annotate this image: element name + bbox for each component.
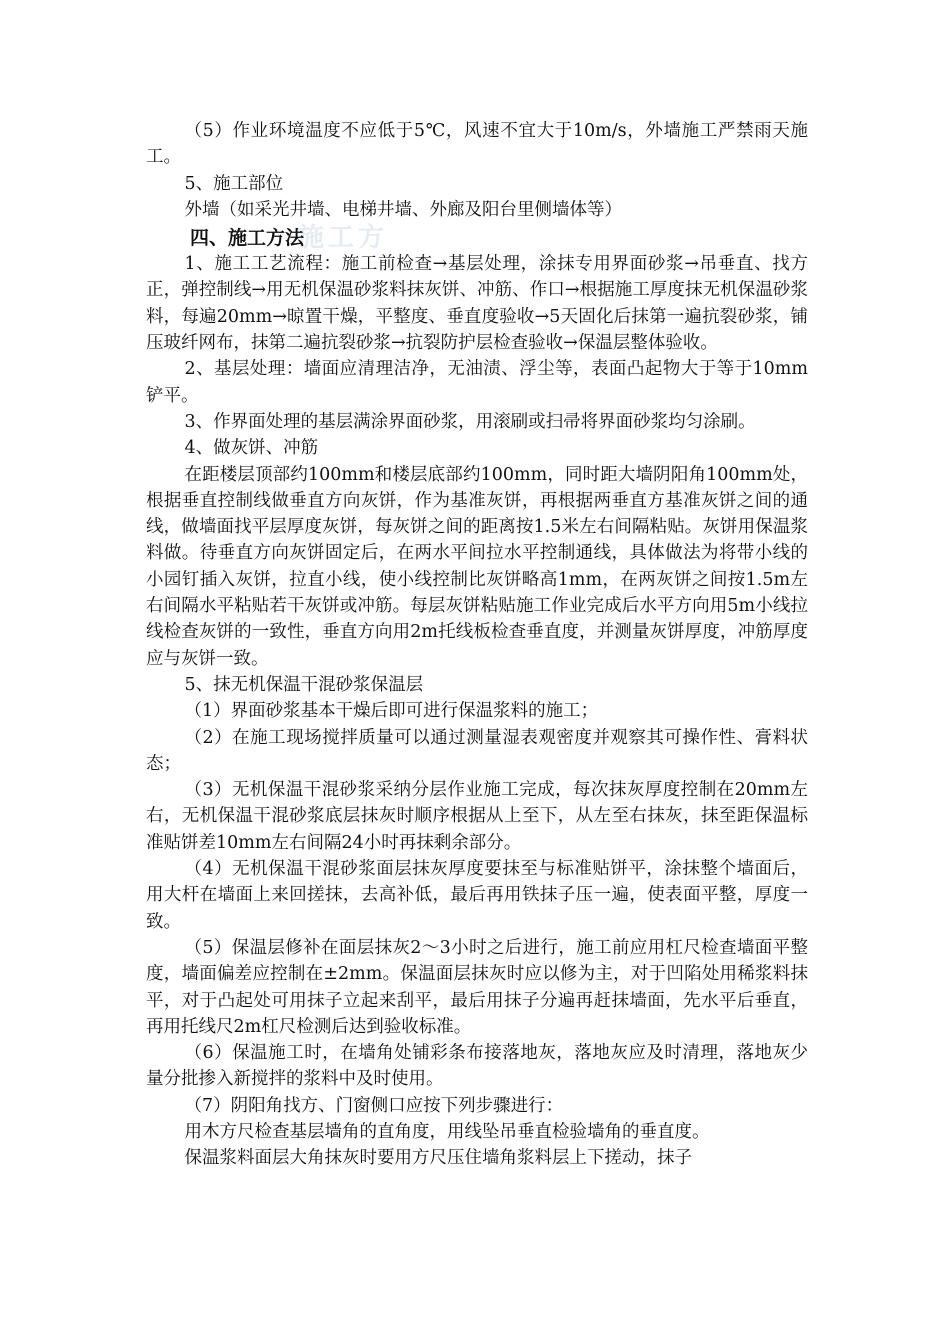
paragraph-interface-treatment: 3、作界面处理的基层满涂界面砂浆，用滚刷或扫帚将界面砂浆均匀涂刷。 xyxy=(184,411,756,432)
paragraph-step-3: （3）无机保温干混砂浆采纳分层作业施工完成，每次抹灰厚度控制在20mm左右，无机保温干混砂浆底层抹灰时顺序根据从上至下，从左至右抹灰，抹至距保温标准贴饼差10mm左右间隔24小时再抹剩余部分。 xyxy=(146,780,808,853)
paragraph-step-2: （2）在施工现场搅拌质量可以通过测量湿表观密度并观察其可操作性、膏料状态； xyxy=(146,727,808,774)
section-heading-methods xyxy=(146,223,808,254)
paragraph-screed-detail: 在距楼层顶部约100mm和楼层底部约100mm，同时距大墙阴阳角100mm处，根据垂直控制线做垂直方向灰饼，作为基准灰饼，再根据两垂直方基准灰饼之间的通线，做墙面找平层厚度灰饼，每灰饼之间的距离按1.5米左右间隔粘贴。灰饼用保温浆料做。待垂直方向灰饼固定后，在两水平间拉水平控制通线，具体做法为将带小线的小园钉插入灰饼，拉直小线，使小线控制比灰饼略高1mm，在两灰饼之间按1.5m左右间隔水平粘贴若干灰饼或冲筋。每层灰饼粘贴施工作业完成后水平方向用5m小线拉线检查灰饼的一致性，垂直方向用2m托线板检查垂直度，并测量灰饼厚度，冲筋厚度应与灰饼一致。 xyxy=(146,464,808,669)
paragraph-base-treatment: 2、基层处理：墙面应清理洁净，无油渍、浮尘等，表面凸起物大于等于10mm铲平。 xyxy=(146,359,808,406)
paragraph-corner-plaster: 保温浆料面层大角抹灰时要用方尺压住墙角浆料层上下搓动，抹子 xyxy=(184,1148,692,1169)
watermark: 施工方 xyxy=(298,223,389,254)
paragraph-section-location: 5、施工部位 xyxy=(184,173,284,194)
paragraph-insulation-title: 5、抹无机保温干混砂浆保温层 xyxy=(184,674,424,695)
paragraph-screed-title: 4、做灰饼、冲筋 xyxy=(184,438,319,459)
paragraph-step-6: （6）保温施工时，在墙角处铺彩条布接落地灰，落地灰应及时清理，落地灰少量分批掺入新搅拌的浆料中及时使用。 xyxy=(146,1043,808,1090)
paragraph-process-flow: 1、施工工艺流程：施工前检查→基层处理，涂抹专用界面砂浆→吊垂直、找方正，弹控制线→用无机保温砂浆料抹灰饼、冲筋、作口→根据施工厚度抹无机保温砂浆料，每遍20mm→晾置干燥，平整度、垂直度验收→5天固化后抹第一遍抗裂砂浆，铺压玻纤网布，抹第二遍抗裂砂浆→抗裂防护层检查验收→保温层整体验收。 xyxy=(146,254,808,354)
paragraph-location-detail: 外墙（如采光井墙、电梯井墙、外廊及阳台里侧墙体等） xyxy=(184,199,622,220)
paragraph-env-temp: （5）作业环境温度不应低于5℃，风速不宜大于10m/s，外墙施工严禁雨天施工。 xyxy=(146,121,808,168)
document-body xyxy=(146,118,808,1172)
section-heading-text: 四、施工方法 xyxy=(190,227,305,250)
paragraph-corner-check: 用木方尺检查基层墙角的直角度，用线坠吊垂直检验墙角的垂直度。 xyxy=(184,1121,710,1142)
paragraph-step-7: （7）阴阳角找方、门窗侧口应按下列步骤进行： xyxy=(184,1095,564,1116)
paragraph-step-4: （4）无机保温干混砂浆面层抹灰厚度要抹至与标准贴饼平，涂抹整个墙面后，用大杆在墙面上来回搓抹，去高补低，最后再用铁抹子压一遍，使表面平整，厚度一致。 xyxy=(146,859,808,932)
paragraph-step-1: （1）界面砂浆基本干燥后即可进行保温浆料的施工； xyxy=(184,701,599,722)
paragraph-step-5: （5）保温层修补在面层抹灰2～3小时之后进行，施工前应用杠尺检查墙面平整度，墙面偏差应控制在±2mm。保温面层抹灰时应以修为主，对于凹陷处用稀浆料抹平，对于凸起处可用抹子立起来刮平，最后用抹子分遍再赶抹墙面，先水平后垂直，再用托线尺2m杠尺检测后达到验收标准。 xyxy=(146,937,808,1037)
